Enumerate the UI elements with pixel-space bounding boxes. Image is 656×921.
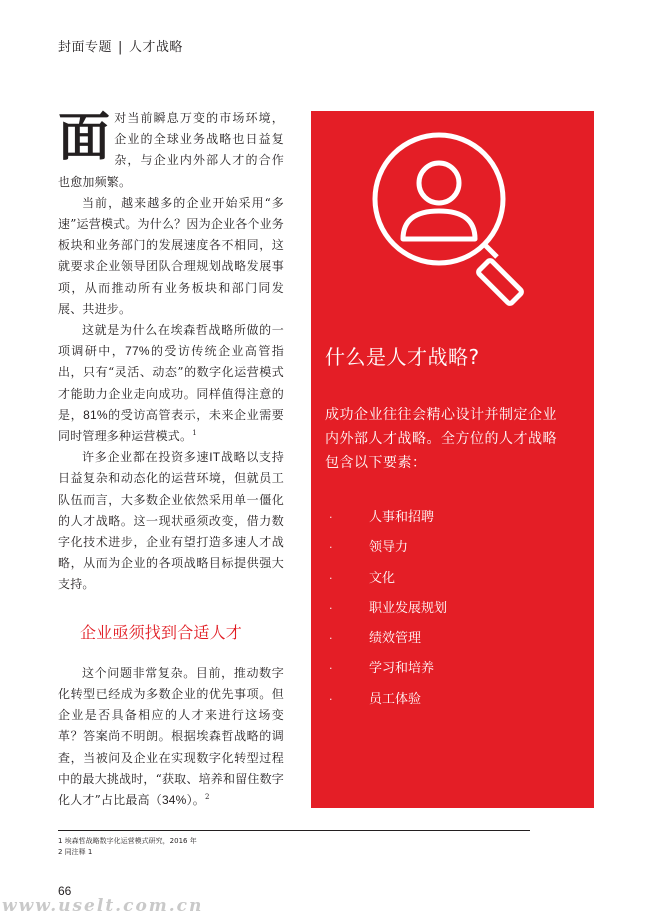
header-section: 封面专题: [58, 40, 113, 55]
list-item: · 职业发展规划: [329, 600, 448, 616]
paragraph-4: 许多企业都在投资多速IT战略以支持日益复杂和动态化的运营环境，但就员工队伍而言，大多数企业依然采用单一僵化的人才战略。这一现状亟须改变，借力数字化技术进步，企业有望打造多速人才战略，从而为企业的各项战略目标提供强大支持。: [58, 450, 284, 592]
list-item: · 文化: [329, 570, 396, 586]
list-item: · 人事和招聘: [329, 510, 435, 525]
footnote-divider: [58, 830, 530, 831]
paragraph-2: 当前，越来越多的企业开始采用“多速”运营模式。为什么？因为企业各个业务板块和业务部门的发展速度各不相同，这就要求企业领导团队合理规划战略发展事项，从而推动所有业务板块和部门同发展、共进步。: [58, 195, 284, 316]
running-header: [58, 36, 183, 55]
article-column: [58, 108, 284, 811]
paragraph-1: 面对当前瞬息万变的市场环境，企业的全球业务战略也日益复杂，与企业内外部人才的合作也愈加频繁。: [58, 108, 284, 189]
footnote-ref-2: 2: [204, 793, 210, 802]
drop-cap: 面: [58, 108, 111, 168]
footnote-ref-1: 1: [192, 429, 197, 438]
paragraph-5: 这个问题非常复杂。目前，推动数字化转型已经成为多数企业的优先事项。但企业是否具备相应的人才来进行这场变革？答案尚不明朗。根据埃森哲战略的调查，当被问及企业在实现数字化转型过程中的最大挑战时，“获取、培养和留住数字化人才”占比最高（34%）。$^2$: [58, 665, 284, 808]
magnifier-person-icon: [361, 119, 551, 309]
list-item: · 领导力: [329, 540, 409, 556]
page-number: 66: [58, 884, 72, 898]
footnotes: [58, 836, 197, 858]
panel-intro: 成功企业往往会精心设计并制定企业内外部人才战略。全方位的人才战略包含以下要素：: [325, 407, 557, 471]
sidebar-panel: [311, 111, 594, 808]
panel-title: 什么是人才战略?: [325, 345, 480, 369]
footnote-1: 1 埃森哲战略数字化运营模式研究，2016 年: [58, 837, 197, 845]
paragraph-3: 这就是为什么在埃森哲战略所做的一项调研中，77%的受访传统企业高管指出，只有“灵活、动态”的数字化运营模式才能助力企业走向成功。同样值得注意的是，81%的受访高管表示，未来企业需要同时管理多种运营模式。$^1$: [58, 323, 284, 444]
list-item: · 员工体验: [329, 691, 422, 707]
watermark: www.uselt.com.cn: [2, 896, 204, 916]
list-item: · 学习和培养: [329, 661, 435, 677]
section-heading: 企业亟须找到合适人才: [80, 622, 243, 642]
element-list: [325, 503, 575, 715]
header-separator: |: [118, 40, 123, 55]
footnote-2: 2 同注释 1: [58, 848, 93, 856]
header-topic: 人才战略: [128, 40, 183, 55]
list-item: · 绩效管理: [329, 631, 422, 647]
